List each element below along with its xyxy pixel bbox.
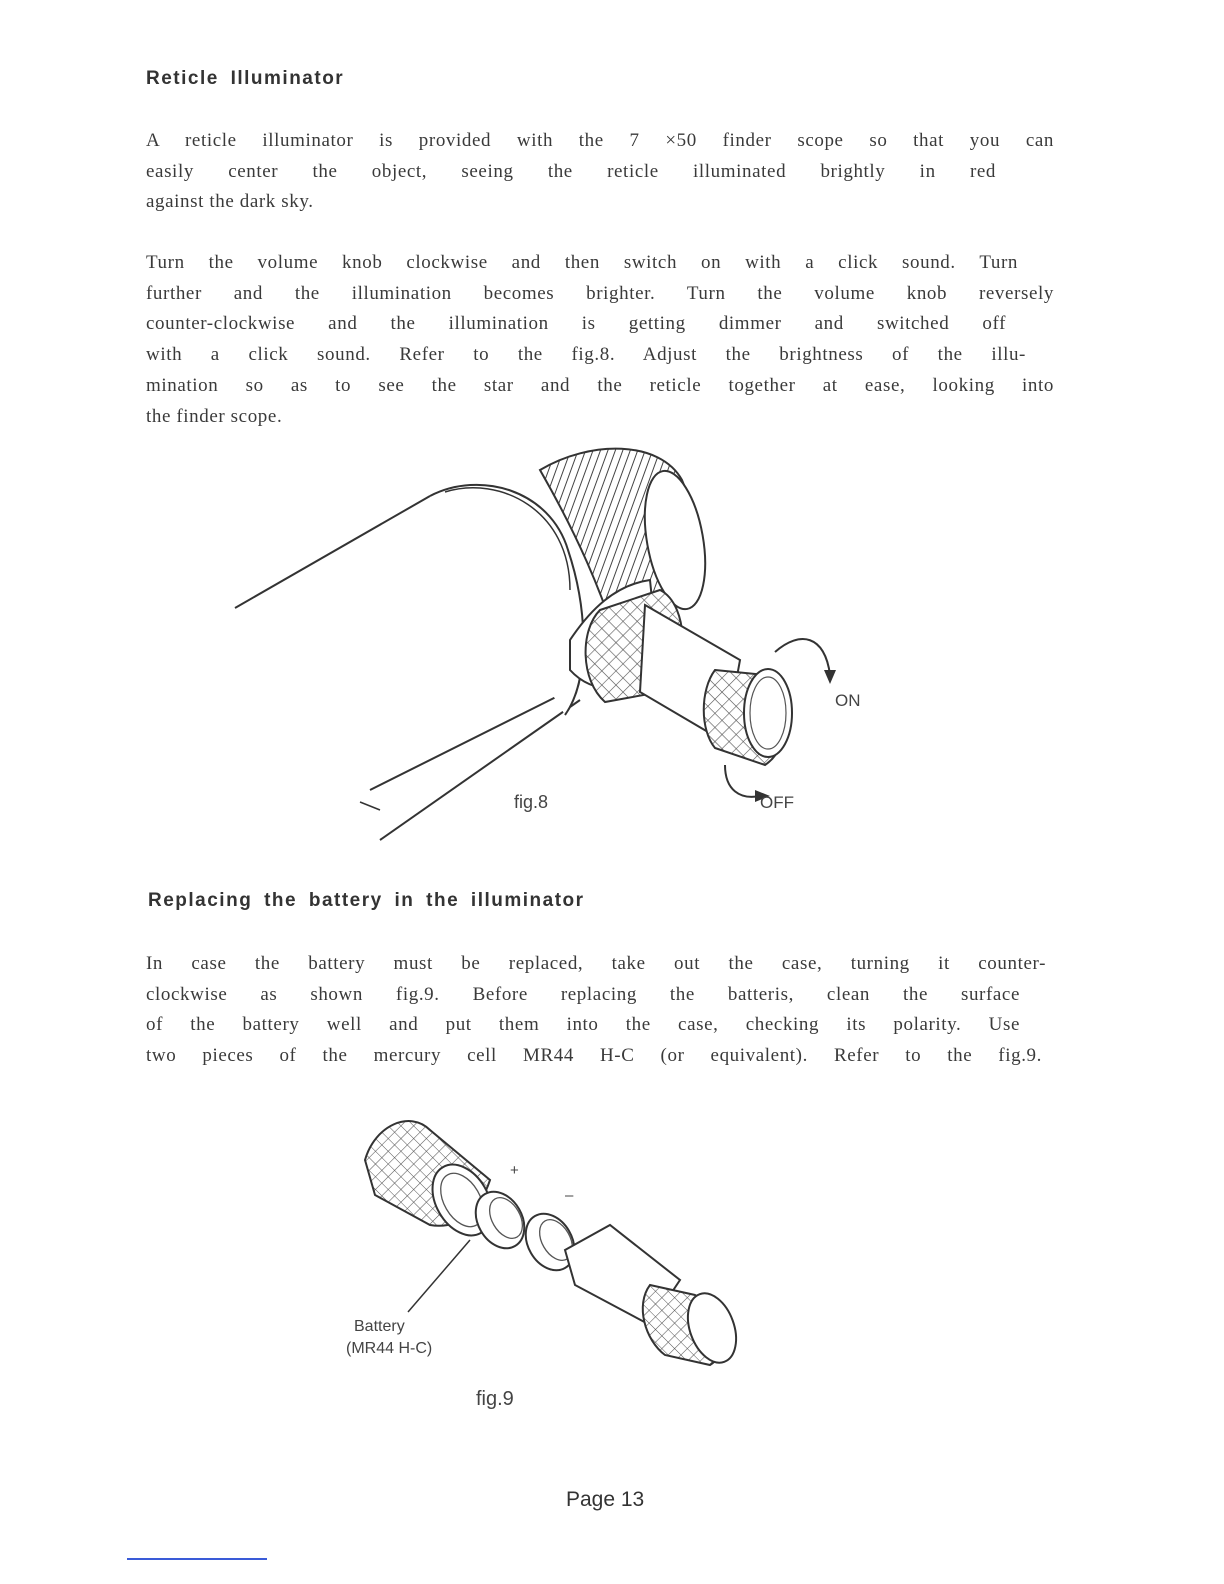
label-minus: – (565, 1187, 574, 1204)
text-line: against the dark sky. (146, 191, 314, 213)
paragraph-replacing-battery (146, 949, 1054, 1072)
text-line: two pieces of the mercury cell MR44 H-C (or equivalent). Refer to the fig.9. (146, 1045, 1042, 1067)
text-line: easily center the object, seeing the reticle illuminated brightly in red (146, 160, 996, 182)
label-battery: Battery (354, 1318, 405, 1335)
figure-9-battery-replacement (350, 1100, 750, 1370)
text-line: the finder scope. (146, 405, 283, 427)
text-line: counter-clockwise and the illumination is getting dimmer and switched off (146, 313, 1006, 335)
text-line: clockwise as shown fig.9. Before replacing the batteris, clean the surface (146, 983, 1020, 1005)
paragraph-reticle-intro (146, 126, 1054, 218)
text-line: A reticle illuminator is provided with the 7 ×50 finder scope so that you can (146, 130, 1054, 151)
footer-divider (127, 1558, 267, 1560)
figure-9-caption: fig.9 (476, 1388, 514, 1410)
text-line: further and the illumination becomes brighter. Turn the volume knob reversely (146, 282, 1054, 304)
label-off: OFF (760, 793, 794, 812)
label-battery-model: (MR44 H-C) (346, 1340, 433, 1357)
text-line: of the battery well and put them into the case, checking its polarity. Use (146, 1014, 1020, 1036)
figure-8-caption: fig.8 (514, 792, 549, 812)
figure-8-illuminator-knob (220, 430, 900, 850)
section-heading-replacing-battery: Replacing the battery in the illuminator (148, 890, 585, 911)
text-line: mination so as to see the star and the reticle together at ease, looking into (146, 374, 1054, 396)
text-line: Turn the volume knob clockwise and then switch on with a click sound. Turn (146, 252, 1018, 273)
section-heading-reticle-illuminator: Reticle Illuminator (146, 68, 345, 89)
label-on: ON (835, 691, 861, 710)
page-number: Page 13 (566, 1488, 645, 1511)
label-plus: + (510, 1162, 519, 1179)
text-line: In case the battery must be replaced, take out the case, turning it counter- (146, 953, 1046, 974)
paragraph-volume-knob (146, 248, 1054, 432)
text-line: with a click sound. Refer to the fig.8. Adjust the brightness of the illu- (146, 344, 1026, 366)
